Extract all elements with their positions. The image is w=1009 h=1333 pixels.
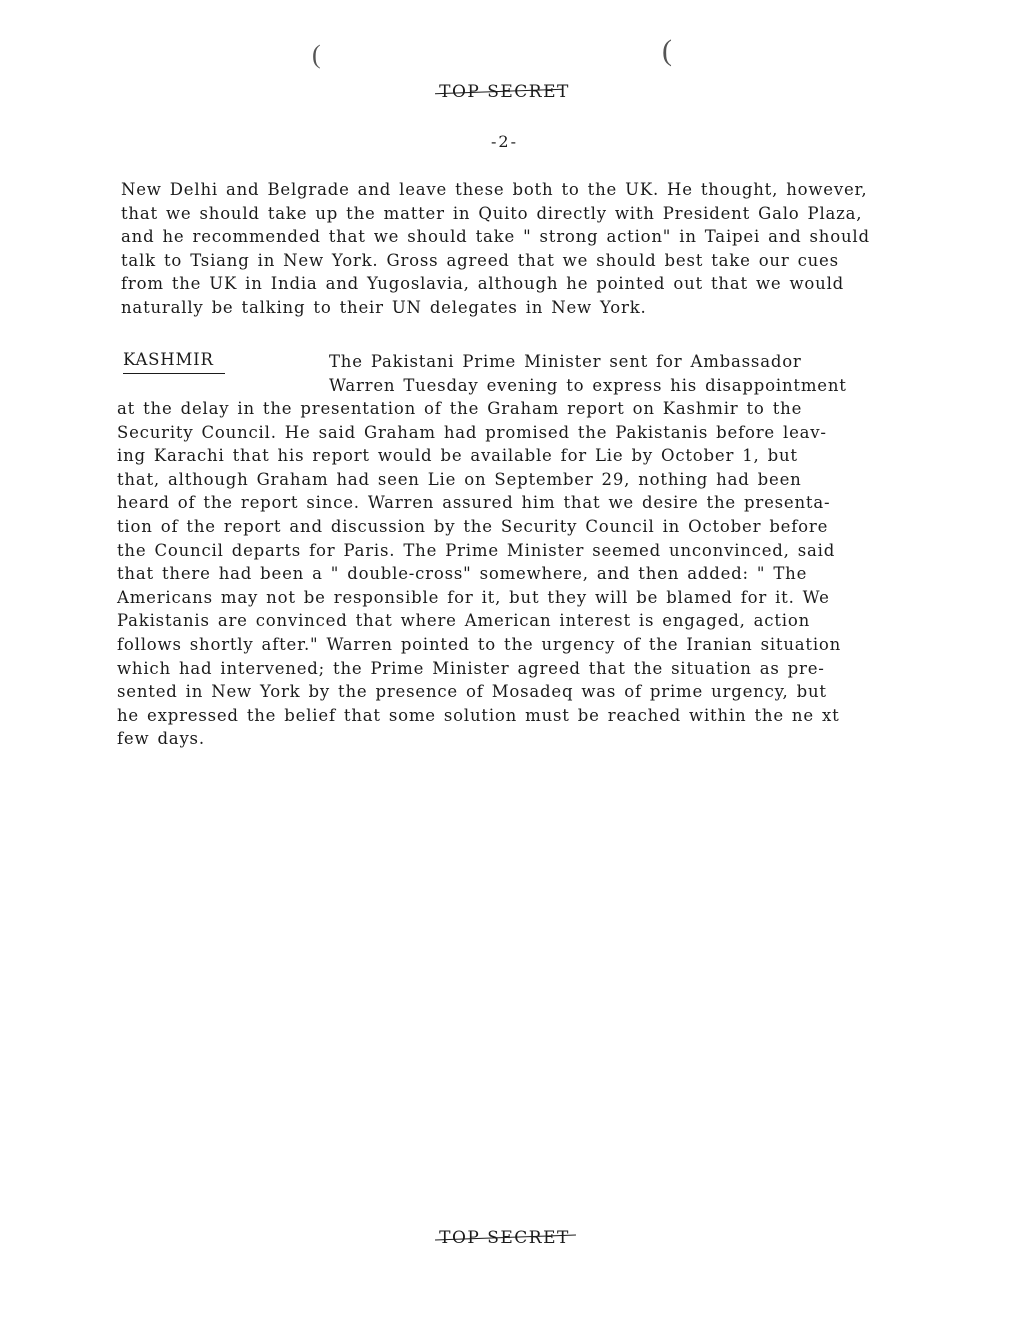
section-heading-kashmir: KASHMIR: [123, 350, 214, 369]
text-line: naturally be talking to their UN delegates in New York.: [121, 297, 647, 317]
text-line: New Delhi and Belgrade and leave these both to the UK. He thought, however,: [121, 180, 868, 199]
text-line: the Council departs for Paris. The Prime Minister seemed unconvinced, said: [117, 540, 836, 560]
text-line: he expressed the belief that some solution must be reached within the ne xt: [117, 705, 840, 725]
text-line: Pakistanis are convinced that where American interest is engaged, action: [117, 611, 811, 631]
classification-struck-text: TOP SECRE: [439, 82, 557, 102]
heading-underline: [123, 373, 225, 374]
text-line: that there had been a " double-cross" somewhere, and then added: " The: [117, 564, 808, 584]
scan-mark-paren-right: (: [662, 34, 672, 67]
text-line: that we should take up the matter in Quito directly with President Galo Plaza,: [121, 203, 863, 223]
classification-end-letter: T: [557, 82, 570, 102]
header-classification: [0, 82, 1009, 102]
text-line: sented in New York by the presence of Mosadeq was of prime urgency, but: [117, 682, 827, 702]
kashmir-body-paragraph: [117, 397, 841, 751]
text-line: that, although Graham had seen Lie on September 29, nothing had been: [117, 469, 802, 489]
footer-classification: [0, 1228, 1009, 1248]
text-line: heard of the report since. Warren assured him that we desire the presenta-: [117, 493, 831, 513]
text-line: The Pakistani Prime Minister sent for Ambassador: [329, 352, 802, 371]
text-line: few days.: [117, 729, 205, 749]
text-line: Warren Tuesday evening to express his disappointment: [329, 375, 847, 395]
text-line: and he recommended that we should take " strong action" in Taipei and should: [121, 227, 870, 247]
text-line: talk to Tsiang in New York. Gross agreed that we should best take our cues: [121, 250, 839, 270]
classification-struck-text: TOP SECRET: [439, 1228, 570, 1248]
body-paragraph-1: [121, 178, 870, 320]
text-line: which had intervened; the Prime Minister agreed that the situation as pre-: [117, 658, 825, 678]
text-line: Americans may not be responsible for it, but they will be blamed for it. We: [117, 587, 830, 607]
text-line: at the delay in the presentation of the Graham report on Kashmir to the: [117, 399, 803, 418]
kashmir-indented-lines: [329, 350, 847, 397]
scan-mark-paren-left: (: [312, 40, 321, 69]
text-line: tion of the report and discussion by the Security Council in October before: [117, 516, 829, 536]
text-line: ing Karachi that his report would be available for Lie by October 1, but: [117, 446, 798, 466]
page-number: -2-: [491, 132, 518, 151]
text-line: Security Council. He said Graham had promised the Pakistanis before leav-: [117, 422, 827, 442]
text-line: follows shortly after." Warren pointed to the urgency of the Iranian situation: [117, 634, 842, 654]
text-line: from the UK in India and Yugoslavia, although he pointed out that we would: [121, 274, 845, 294]
